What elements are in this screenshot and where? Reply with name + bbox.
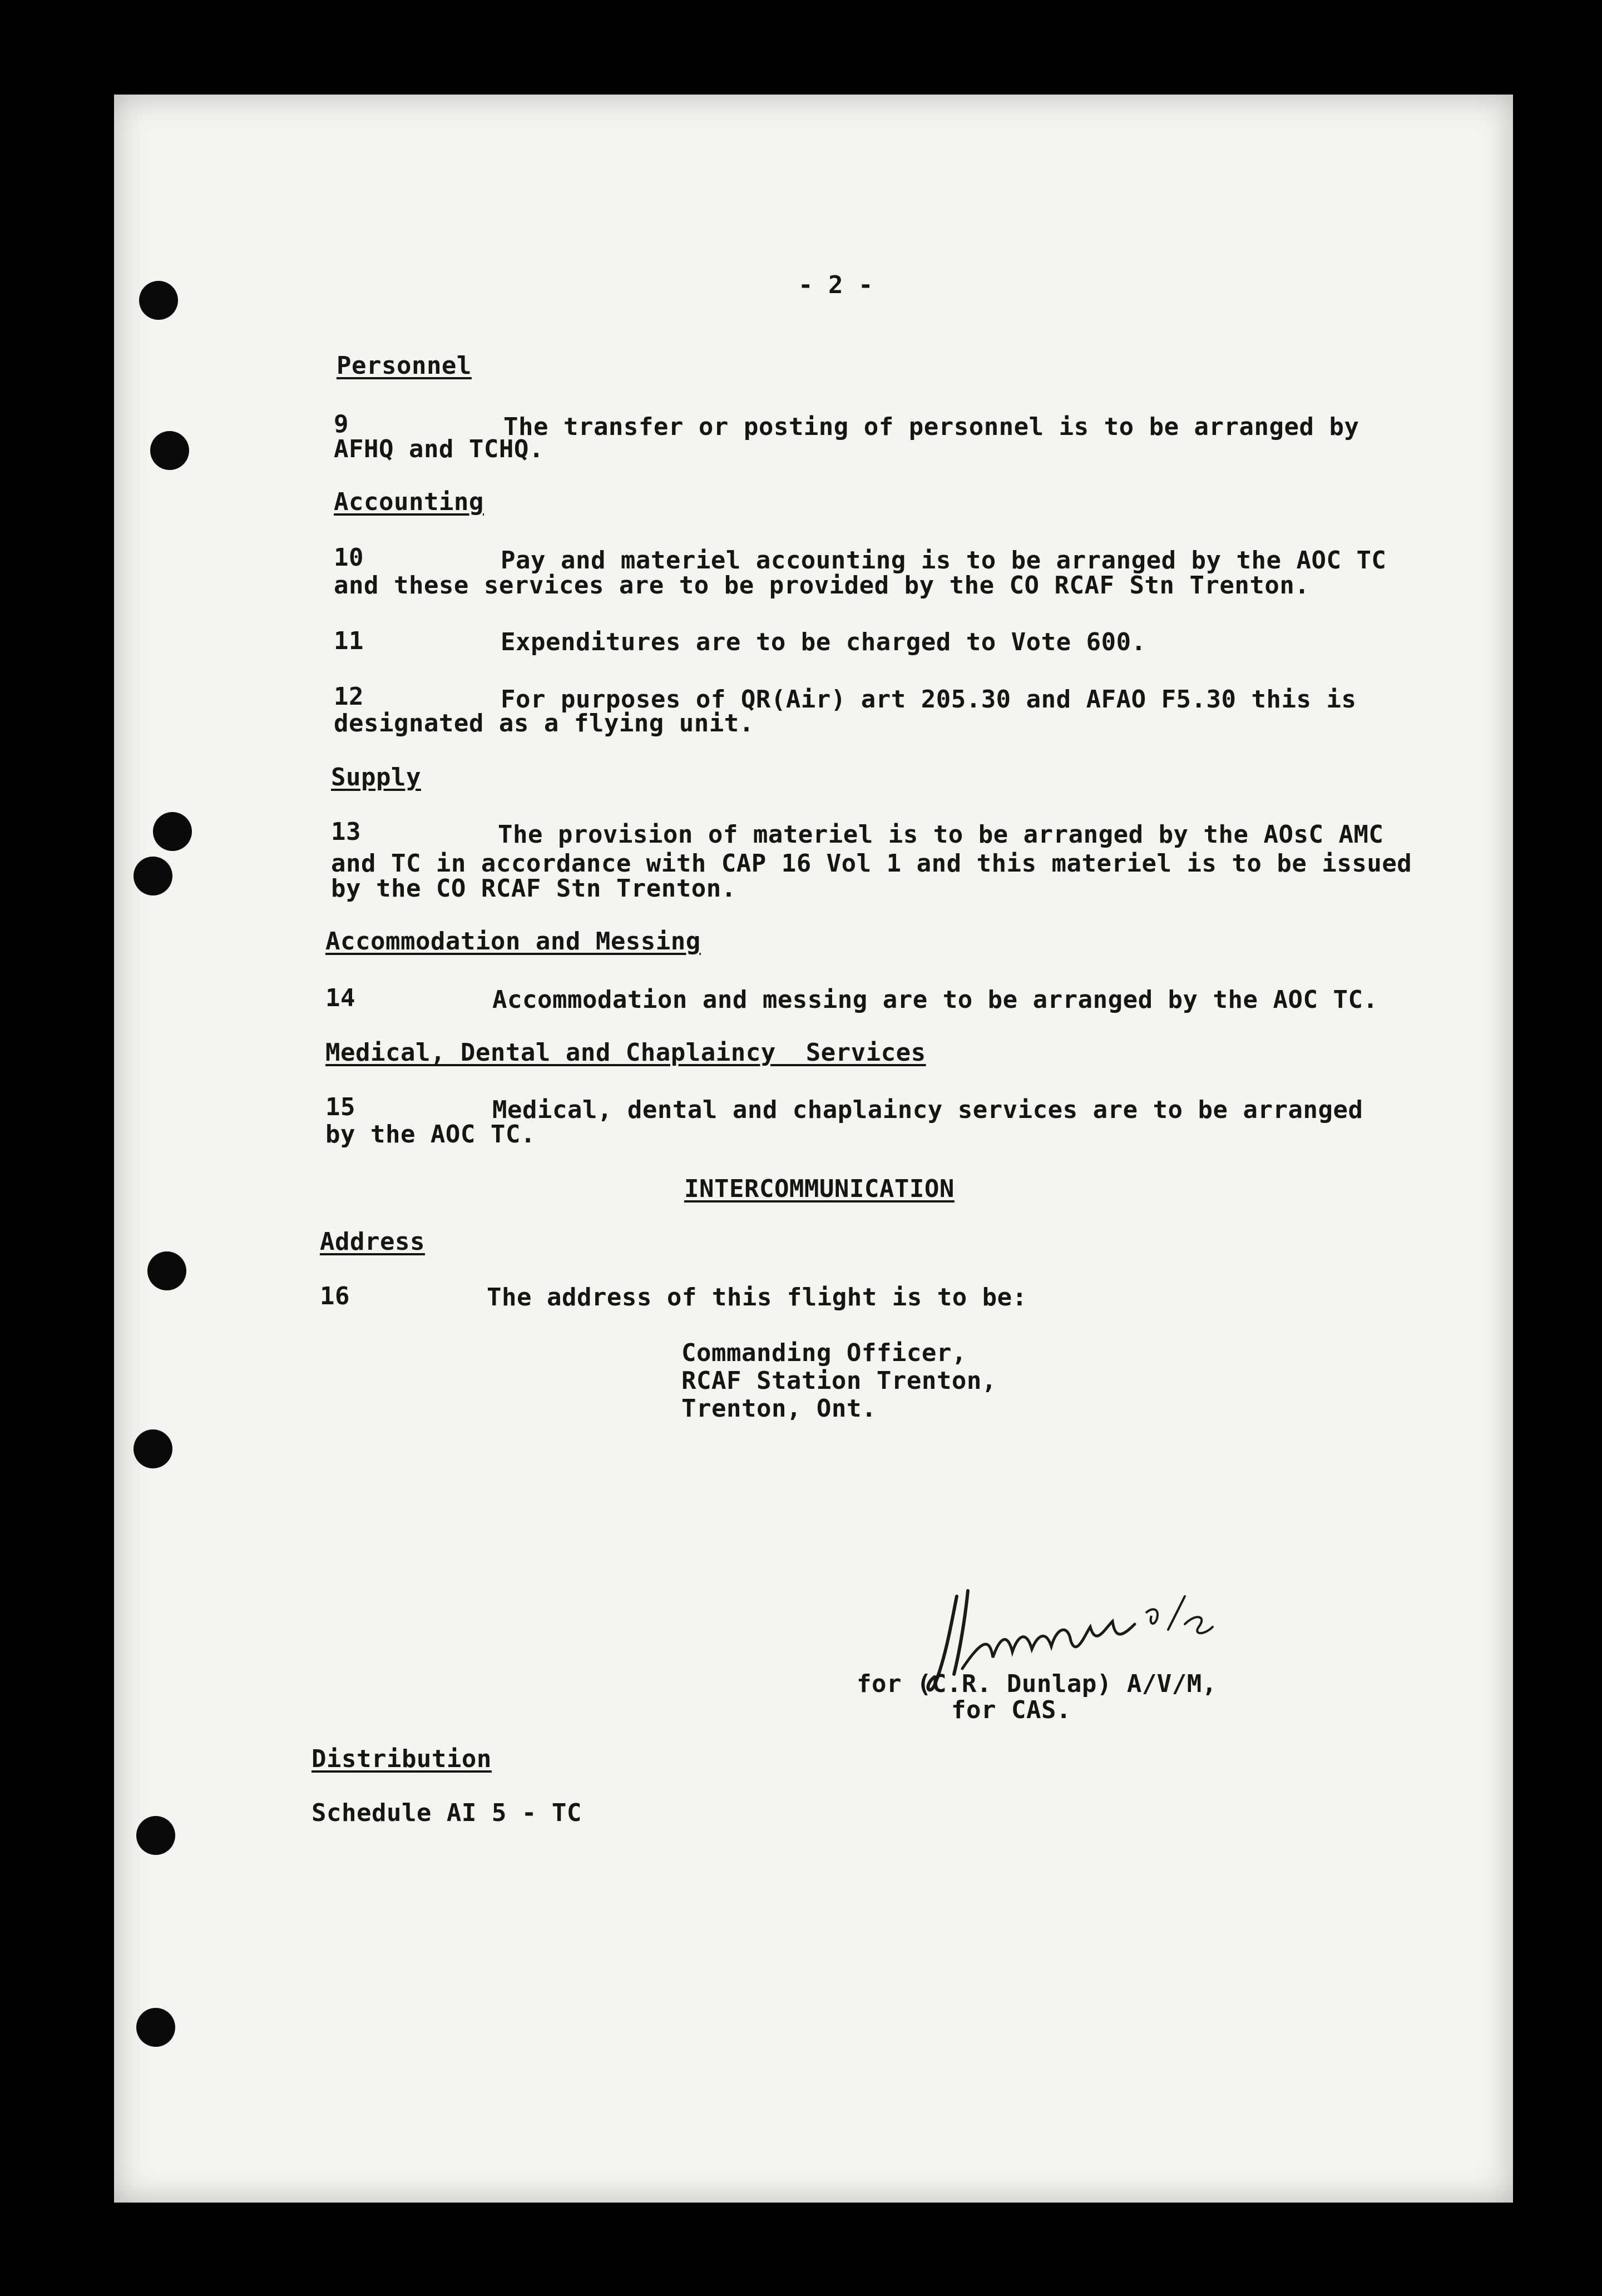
address-line-2: RCAF Station Trenton, [681,1367,997,1395]
para-14-number: 14 [325,984,355,1012]
para-16-line-1: The address of this flight is to be: [487,1283,1027,1312]
para-15-number: 15 [325,1093,355,1121]
para-9-number: 9 [334,410,349,438]
para-13-number: 13 [331,818,361,846]
distribution-line-1: Schedule AI 5 - TC [312,1799,582,1827]
heading-intercommunication: INTERCOMMUNICATION [684,1175,955,1203]
heading-medical: Medical, Dental and Chaplaincy Services [325,1038,926,1067]
page-number: - 2 - [798,271,873,299]
document-page [114,95,1513,2203]
heading-supply: Supply [331,763,421,791]
signature-line-1: for (C.R. Dunlap) A/V/M, [857,1670,1217,1698]
para-15-line-1: Medical, dental and chaplaincy services are to be arranged [492,1096,1363,1124]
para-11-number: 11 [334,627,364,655]
punch-hole [139,281,178,320]
para-12-line-2: designated as a flying unit. [334,709,754,738]
punch-hole [136,1816,175,1855]
heading-address: Address [320,1228,425,1256]
para-14-line-1: Accommodation and messing are to be arranged by the AOC TC. [492,986,1378,1014]
para-10-number: 10 [334,543,364,572]
punch-hole [134,1429,172,1468]
para-13-line-2: and TC in accordance with CAP 16 Vol 1 and this materiel is to be issued [331,849,1412,878]
heading-accounting: Accounting [334,488,484,516]
punch-hole [147,1251,186,1290]
punch-hole [150,431,189,470]
heading-personnel: Personnel [337,352,472,380]
para-16-number: 16 [320,1282,350,1310]
address-line-1: Commanding Officer, [681,1339,967,1367]
para-12-number: 12 [334,682,364,711]
para-12-line-1: For purposes of QR(Air) art 205.30 and AFAO F5.30 this is [501,685,1357,714]
address-line-3: Trenton, Ont. [681,1394,877,1423]
para-9-line-1: The transfer or posting of personnel is to be arranged by [503,413,1359,441]
para-10-line-1: Pay and materiel accounting is to be arranged by the AOC TC [501,546,1387,575]
para-13-line-3: by the CO RCAF Stn Trenton. [331,874,736,903]
heading-accommodation: Accommodation and Messing [325,927,701,956]
heading-distribution: Distribution [312,1745,492,1773]
para-11-line-1: Expenditures are to be charged to Vote 600. [501,628,1146,656]
punch-hole [134,857,172,895]
signature-line-2: for CAS. [951,1696,1071,1724]
punch-hole [136,2008,175,2047]
para-15-line-2: by the AOC TC. [325,1120,536,1149]
punch-hole [153,812,192,851]
para-10-line-2: and these services are to be provided by the CO RCAF Stn Trenton. [334,571,1310,600]
para-9-line-2: AFHQ and TCHQ. [334,435,544,463]
para-13-line-1: The provision of materiel is to be arranged by the AOsC AMC [498,820,1384,849]
